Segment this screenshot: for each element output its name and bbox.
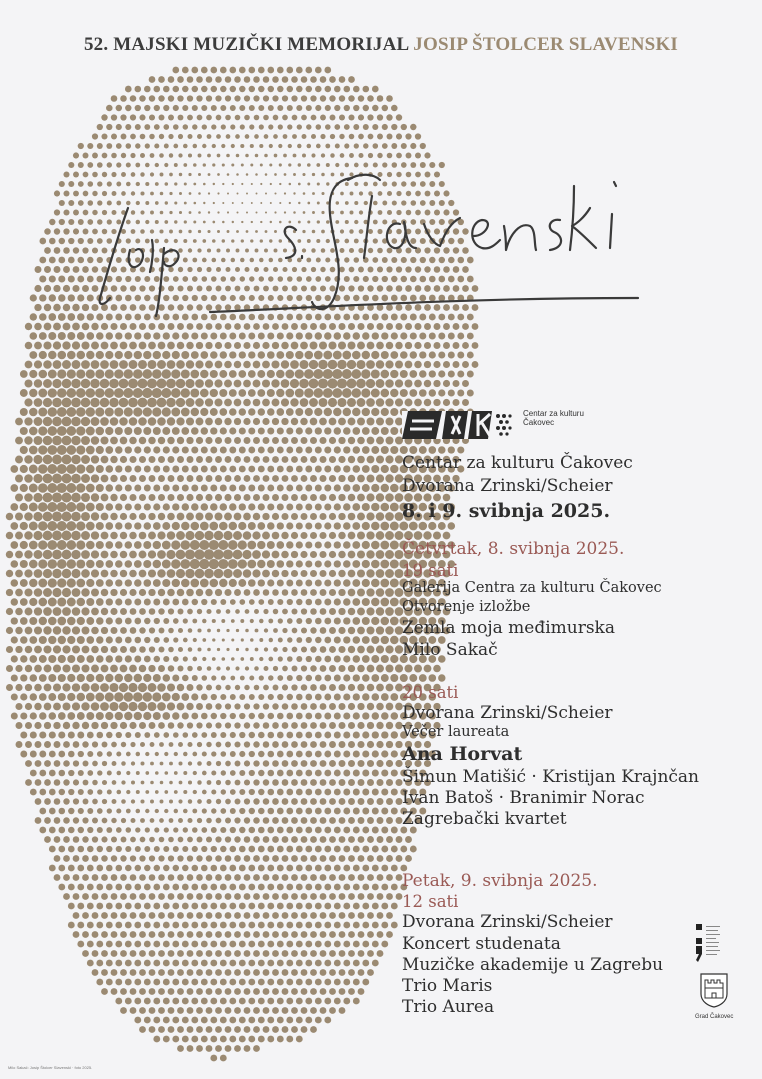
day2-line-2: Muzičke akademije u Zagrebu bbox=[402, 955, 664, 975]
signature-image bbox=[90, 160, 650, 320]
day2-date: Petak, 9. svibnja 2025. bbox=[402, 871, 598, 891]
day1-event2-time: 20 sati bbox=[402, 683, 459, 702]
logo-name-line1: Centar za kulturu bbox=[523, 409, 584, 418]
day2-line-1: Koncert studenata bbox=[402, 934, 561, 954]
logo-name-line2: Čakovec bbox=[523, 418, 555, 427]
day1-event1-artist: Milo Sakač bbox=[402, 640, 498, 660]
day1-event2-place: Dvorana Zrinski/Scheier bbox=[402, 703, 613, 723]
festival-title bbox=[0, 34, 762, 56]
day1-event1-place: Galerija Centra za kulturu Čakovec bbox=[402, 580, 662, 596]
city-coat-of-arms-icon bbox=[699, 972, 729, 1008]
photo-credit: Milo Sakač: Josip Štolcer Slavenski · foto 2025. bbox=[8, 1065, 93, 1070]
day2-place: Dvorana Zrinski/Scheier bbox=[402, 912, 613, 932]
venue-line-1: Centar za kulturu Čakovec bbox=[402, 453, 633, 473]
day2-time: 12 sati bbox=[402, 892, 459, 911]
venue-dates: 8. i 9. svibnja 2025. bbox=[402, 500, 611, 522]
day1-event1-title: Zemla moja međimurska bbox=[402, 618, 615, 638]
day1-event2-headliner: Ana Horvat bbox=[402, 743, 523, 765]
day1-event2-type: Večer laureata bbox=[402, 724, 510, 740]
title-part-2: JOSIP ŠTOLCER SLAVENSKI bbox=[413, 34, 679, 55]
day1-event2-ensemble: Zagrebački kvartet bbox=[402, 809, 567, 829]
logo-name bbox=[523, 409, 584, 427]
czk-logo-icon bbox=[402, 408, 520, 442]
title-part-1: 52. MAJSKI MUZIČKI MEMORIJAL bbox=[83, 34, 409, 55]
day2-ensemble-1: Trio Maris bbox=[402, 976, 493, 996]
city-name: Grad Čakovec bbox=[695, 1014, 734, 1020]
day1-date: Četvrtak, 8. svibnja 2025. bbox=[402, 539, 625, 559]
day1-event2-performers-2: Ivan Batoš · Branimir Norac bbox=[402, 788, 645, 808]
day1-event1-time: 19 sati bbox=[402, 561, 459, 580]
day1-event2-performers-1: Šimun Matišić · Kristijan Krajnčan bbox=[402, 767, 700, 787]
day1-event1-type: Otvorenje izložbe bbox=[402, 599, 531, 615]
day2-ensemble-2: Trio Aurea bbox=[402, 997, 495, 1017]
venue-line-2: Dvorana Zrinski/Scheier bbox=[402, 476, 613, 496]
ministry-logo-icon bbox=[694, 922, 734, 966]
